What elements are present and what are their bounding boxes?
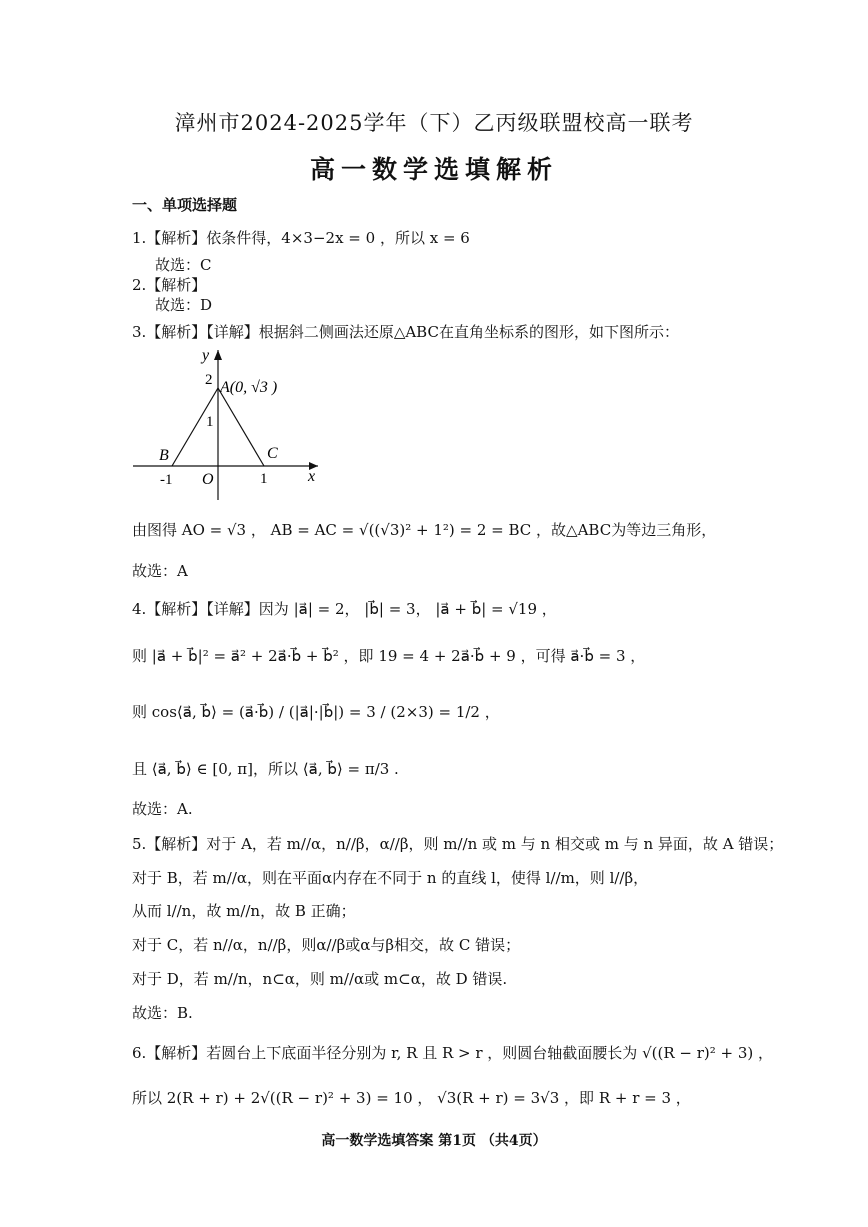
point-c-label: C bbox=[267, 445, 278, 462]
y-axis-arrow bbox=[214, 350, 222, 360]
q6-solution: 6.【解析】若圆台上下底面半径分别为 r, R 且 R > r ，则圆台轴截面腰长为 √((R − r)² + 3) ， bbox=[132, 1044, 774, 1062]
q4-step-angle: 且 ⟨a⃗, b⃗⟩ ∈ [0, π]，所以 ⟨a⃗, b⃗⟩ = π/3 . bbox=[132, 760, 399, 778]
point-a-label: A(0, √3 ) bbox=[220, 379, 278, 396]
q5-option-d: 对于 D，若 m//n，n⊂α，则 m//α或 m⊂α，故 D 错误. bbox=[132, 970, 508, 988]
triangle-figure bbox=[128, 342, 328, 507]
tick-y1: 1 bbox=[206, 414, 214, 430]
q6-equation: 所以 2(R + r) + 2√((R − r)² + 3) = 10 ， √3(R + r) = 3√3 ，即 R + r = 3 ， bbox=[132, 1089, 691, 1107]
document-title: 漳州市2024-2025学年（下）乙丙级联盟校高一联考 bbox=[174, 111, 694, 135]
q2-solution: 2.【解析】 bbox=[132, 276, 207, 294]
q4-answer: 故选：A. bbox=[132, 800, 193, 818]
q1-solution: 1.【解析】依条件得，4×3−2x = 0 ，所以 x = 6 bbox=[132, 229, 470, 247]
point-b-label: B bbox=[159, 447, 169, 464]
q5-answer: 故选：B. bbox=[132, 1004, 193, 1022]
q4-step-dot-product: 则 |a⃗ + b⃗|² = a⃗² + 2a⃗·b⃗ + b⃗² ，即 19 = 4 + 2a⃗·b⃗ + 9 ，可得 a⃗·b⃗ = 3 ， bbox=[132, 647, 646, 665]
section-heading: 一、单项选择题 bbox=[132, 196, 238, 214]
document-subtitle: 高一数学选填解析 bbox=[309, 155, 558, 184]
q5-solution: 5.【解析】对于 A，若 m//α，n//β，α//β，则 m//n 或 m 与 n 相交或 m 与 n 异面，故 A 错误； bbox=[132, 835, 784, 853]
side-ac bbox=[218, 388, 264, 466]
q1-answer: 故选：C bbox=[155, 256, 212, 274]
tick-x1: 1 bbox=[260, 471, 268, 487]
tick-y2: 2 bbox=[205, 372, 213, 388]
tick-x-minus1: -1 bbox=[160, 472, 173, 488]
origin-label: O bbox=[202, 471, 214, 488]
q3-solution: 3.【解析】【详解】根据斜二侧画法还原△ABC在直角坐标系的图形，如下图所示： bbox=[132, 323, 679, 341]
q4-step-cosine: 则 cos⟨a⃗, b⃗⟩ = (a⃗·b⃗) / (|a⃗|·|b⃗|) = 3 / (2×3) = 1/2 ， bbox=[132, 703, 500, 721]
page-footer: 高一数学选填答案 第1页 （共4页） bbox=[321, 1133, 547, 1149]
q5-option-b-conclusion: 从而 l//n，故 m//n，故 B 正确； bbox=[132, 902, 356, 920]
q5-option-b: 对于 B，若 m//α，则在平面α内存在不同于 n 的直线 l，使得 l//m，则 l//β， bbox=[132, 869, 649, 887]
x-label: x bbox=[308, 468, 316, 485]
q2-answer: 故选：D bbox=[155, 296, 213, 314]
y-label: y bbox=[202, 347, 210, 364]
q3-answer: 故选：A bbox=[132, 562, 188, 580]
q5-option-c: 对于 C，若 n//α，n//β，则α//β或α与β相交，故 C 错误； bbox=[132, 936, 521, 954]
q4-solution: 4.【解析】【详解】因为 |a⃗| = 2， |b⃗| = 3， |a⃗ + b⃗| = √19 ， bbox=[132, 600, 557, 618]
q3-derivation: 由图得 AO = √3 ， AB = AC = √((√3)² + 1²) = 2 = BC ，故△ABC为等边三角形， bbox=[132, 521, 717, 539]
